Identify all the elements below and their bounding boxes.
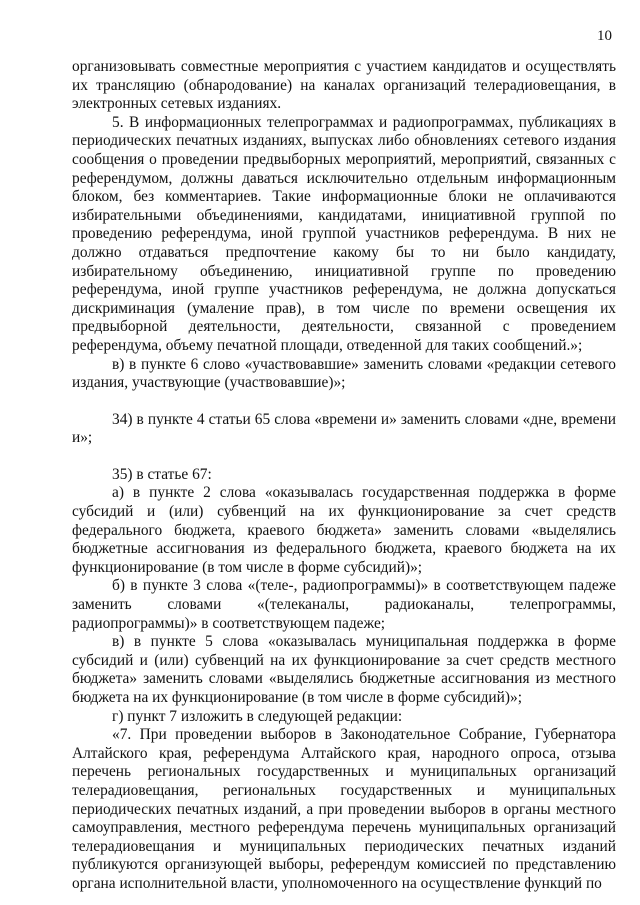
paragraph: в) в пункте 5 слова «оказывалась муниципальная поддержка в форме субсидий и (или) субвенций на их функционирование за счет средств местного бюджета» заменить словами «выделялись бюджетные ассигнования из местного бюджета на их функционирование (в том числе в форме субсидий)»; <box>72 633 616 706</box>
paragraph: а) в пункте 2 слова «оказывалась государственная поддержка в форме субсидий и (или) субвенций на их функционирование за счет средств федерального бюджета, краевого бюджета» заменить словами «выделялись бюджетные ассигнования из федерального бюджета, краевого бюджета на их функционирование (в том числе в форме субсидий)»; <box>72 484 616 576</box>
paragraph: организовывать совместные мероприятия с участием кандидатов и осуществлять их трансляцию (обнародование) на каналах организаций телерадиовещания, в электронных сетевых изданиях. <box>72 58 616 113</box>
paragraph: б) в пункте 3 слова «(теле-, радиопрограммы)» в соответствующем падеже заменить словами «(телеканалы, радиоканалы, телепрограммы, радиопрограммы)» в соответствующем падеже; <box>72 577 616 632</box>
paragraph: в) в пункте 6 слово «участвовавшие» заменить словами «редакции сетевого издания, участвующие (участвовавшие)»; <box>72 355 616 392</box>
paragraph: 5. В информационных телепрограммах и радиопрограммах, публикациях в периодических печатных изданиях, выпусках либо обновлениях сетевого издания сообщения о проведении предвыборных мероприятий, мероприятий, связанных с референдумом, должны даваться исключительно отдельным информационным блоком, без комментариев. Такие информационные блоки не оплачиваются избирательными объединениями, кандидатами, инициативной группой по проведению референдума, иной группой участников референдума. В них не должно отдаваться предпочтение какому бы то ни было кандидату, избирательному объединению, инициативной группе по проведению референдума, иной группе участников референдума, не должна допускаться дискриминация (умаление прав), в том числе по времени освещения их предвыборной деятельности, деятельности, связанной с проведением референдума, объему печатной площади, отведенной для таких сообщений.»; <box>72 113 616 354</box>
paragraph: 35) в статье 67: <box>112 465 212 483</box>
paragraph-gap <box>72 448 616 466</box>
paragraph-gap <box>72 393 616 411</box>
paragraph: г) пункт 7 изложить в следующей редакции: <box>112 707 403 725</box>
document-body <box>72 58 616 894</box>
paragraph: 34) в пункте 4 статьи 65 слова «времени и» заменить словами «дне, времени и»; <box>72 410 616 447</box>
paragraph: «7. При проведении выборов в Законодательное Собрание, Губернатора Алтайского края, референдума Алтайского края, народного опроса, отзыва перечень региональных государственных и муниципальных организаций телерадиовещания, региональных государственных и муниципальных периодических печатных изданий, а при проведении выборов в органы местного самоуправления, местного референдума перечень муниципальных организаций телерадиовещания и муниципальных периодических печатных изданий публикуются организующей выборы, референдум комиссией по представлению органа исполнительной власти, уполномоченного на осуществление функций по <box>72 726 616 892</box>
page-number: 10 <box>597 28 612 44</box>
